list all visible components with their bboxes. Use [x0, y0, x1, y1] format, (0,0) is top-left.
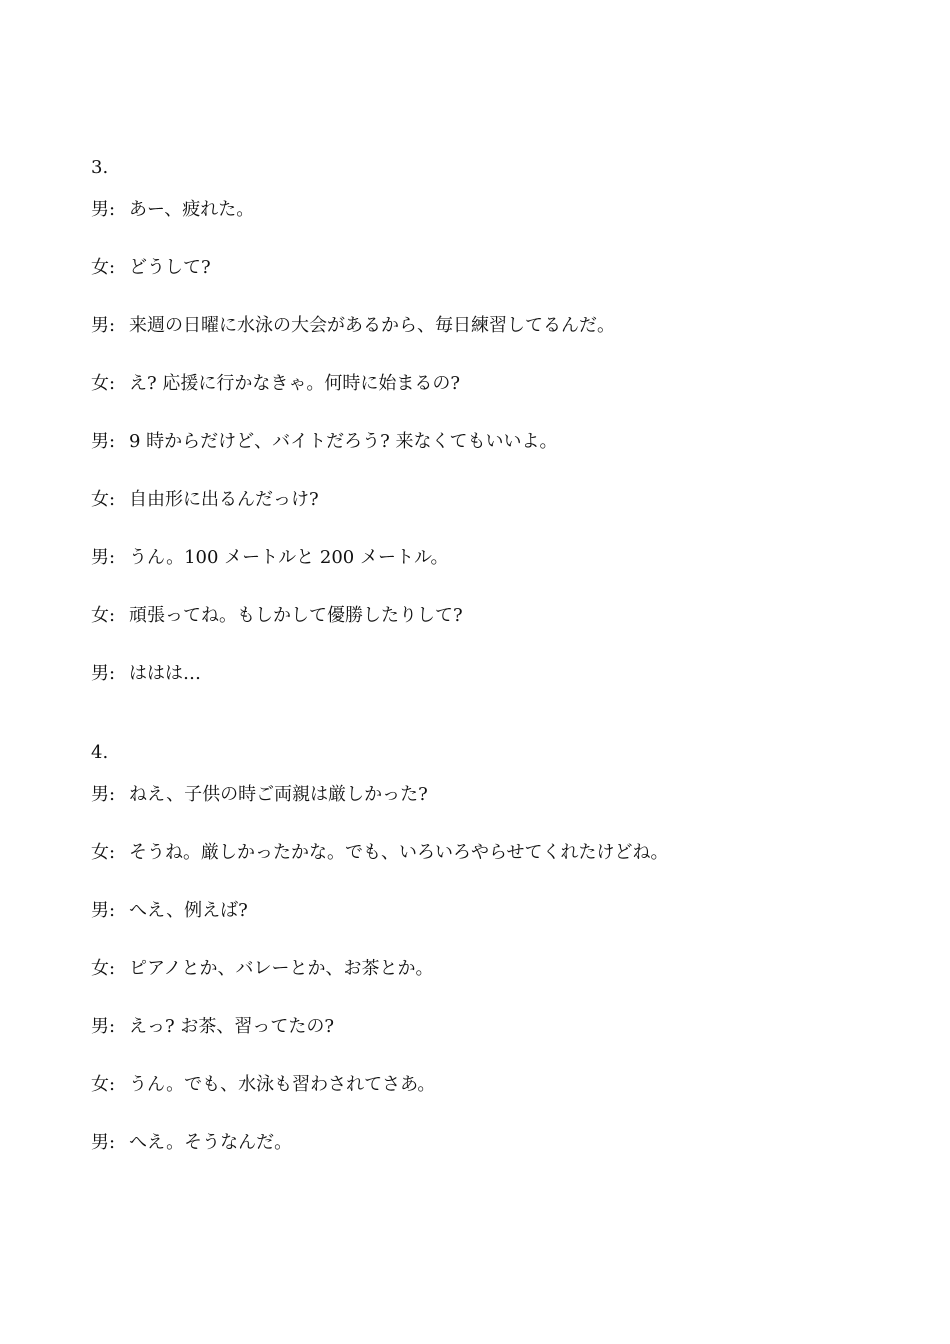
speaker-label: 男 — [91, 900, 109, 921]
dialogue-line — [91, 958, 891, 980]
dialogue-line — [91, 489, 891, 511]
dialogue-text: うん。100 メートルと 200 メートル。 — [129, 547, 449, 568]
speaker-label: 男 — [91, 663, 109, 684]
dialogue-line — [91, 373, 891, 395]
dialogue-text: あー、疲れた。 — [129, 199, 255, 220]
dialogue-line — [91, 663, 891, 685]
dialogue-text: 来週の日曜に水泳の大会があるから、毎日練習してるんだ。 — [129, 315, 615, 336]
dialogue-text: えっ? お茶、習ってたの? — [129, 1016, 335, 1037]
dialogue-line — [91, 1016, 891, 1038]
speaker-colon: : — [109, 373, 116, 394]
dialogue-line — [91, 900, 891, 922]
speaker-label: 男 — [91, 784, 109, 805]
speaker-label: 男 — [91, 315, 109, 336]
speaker-label: 男 — [91, 199, 109, 220]
speaker-label: 女 — [91, 373, 109, 394]
dialogue-line — [91, 1132, 891, 1154]
speaker-label: 男 — [91, 1016, 109, 1037]
dialogue-line — [91, 784, 891, 806]
speaker-colon: : — [109, 257, 116, 278]
dialogue-text: へえ。そうなんだ。 — [129, 1132, 293, 1153]
speaker-colon: : — [109, 431, 116, 452]
dialogue-text: 頑張ってね。もしかして優勝したりして? — [129, 605, 463, 626]
speaker-label: 女 — [91, 958, 109, 979]
dialogue-text: うん。でも、水泳も習わされてさあ。 — [129, 1074, 436, 1095]
speaker-colon: : — [109, 842, 116, 863]
speaker-colon: : — [109, 1132, 116, 1153]
dialogue-section-3 — [91, 157, 891, 721]
dialogue-text: ねえ、子供の時ご両親は厳しかった? — [129, 784, 428, 805]
dialogue-text: へえ、例えば? — [129, 900, 248, 921]
speaker-label: 男 — [91, 431, 109, 452]
section-number: 3. — [91, 157, 109, 178]
speaker-label: 男 — [91, 547, 109, 568]
speaker-label: 女 — [91, 605, 109, 626]
speaker-label: 女 — [91, 257, 109, 278]
dialogue-line — [91, 605, 891, 627]
speaker-colon: : — [109, 663, 116, 684]
speaker-colon: : — [109, 315, 116, 336]
dialogue-line — [91, 547, 891, 569]
speaker-colon: : — [109, 605, 116, 626]
speaker-colon: : — [109, 784, 116, 805]
dialogue-text: そうね。厳しかったかな。でも、いろいろやらせてくれたけどね。 — [129, 842, 669, 863]
dialogue-text: え? 応援に行かなきゃ。何時に始まるの? — [129, 373, 461, 394]
speaker-label: 男 — [91, 1132, 109, 1153]
dialogue-line — [91, 842, 891, 864]
speaker-colon: : — [109, 958, 116, 979]
section-number: 4. — [91, 742, 109, 763]
dialogue-line — [91, 315, 891, 337]
dialogue-text: ははは… — [129, 663, 201, 684]
speaker-colon: : — [109, 1074, 116, 1095]
dialogue-line — [91, 257, 891, 279]
speaker-colon: : — [109, 199, 116, 220]
dialogue-line — [91, 199, 891, 221]
dialogue-text: 9 時からだけど、バイトだろう? 来なくてもいいよ。 — [129, 431, 558, 452]
speaker-colon: : — [109, 489, 116, 510]
speaker-label: 女 — [91, 489, 109, 510]
dialogue-text: 自由形に出るんだっけ? — [129, 489, 319, 510]
dialogue-line — [91, 431, 891, 453]
speaker-colon: : — [109, 1016, 116, 1037]
speaker-colon: : — [109, 547, 116, 568]
speaker-label: 女 — [91, 842, 109, 863]
speaker-label: 女 — [91, 1074, 109, 1095]
dialogue-text: どうして? — [129, 257, 211, 278]
speaker-colon: : — [109, 900, 116, 921]
dialogue-line — [91, 1074, 891, 1096]
dialogue-text: ピアノとか、バレーとか、お茶とか。 — [129, 958, 434, 979]
dialogue-section-4 — [91, 742, 891, 1190]
